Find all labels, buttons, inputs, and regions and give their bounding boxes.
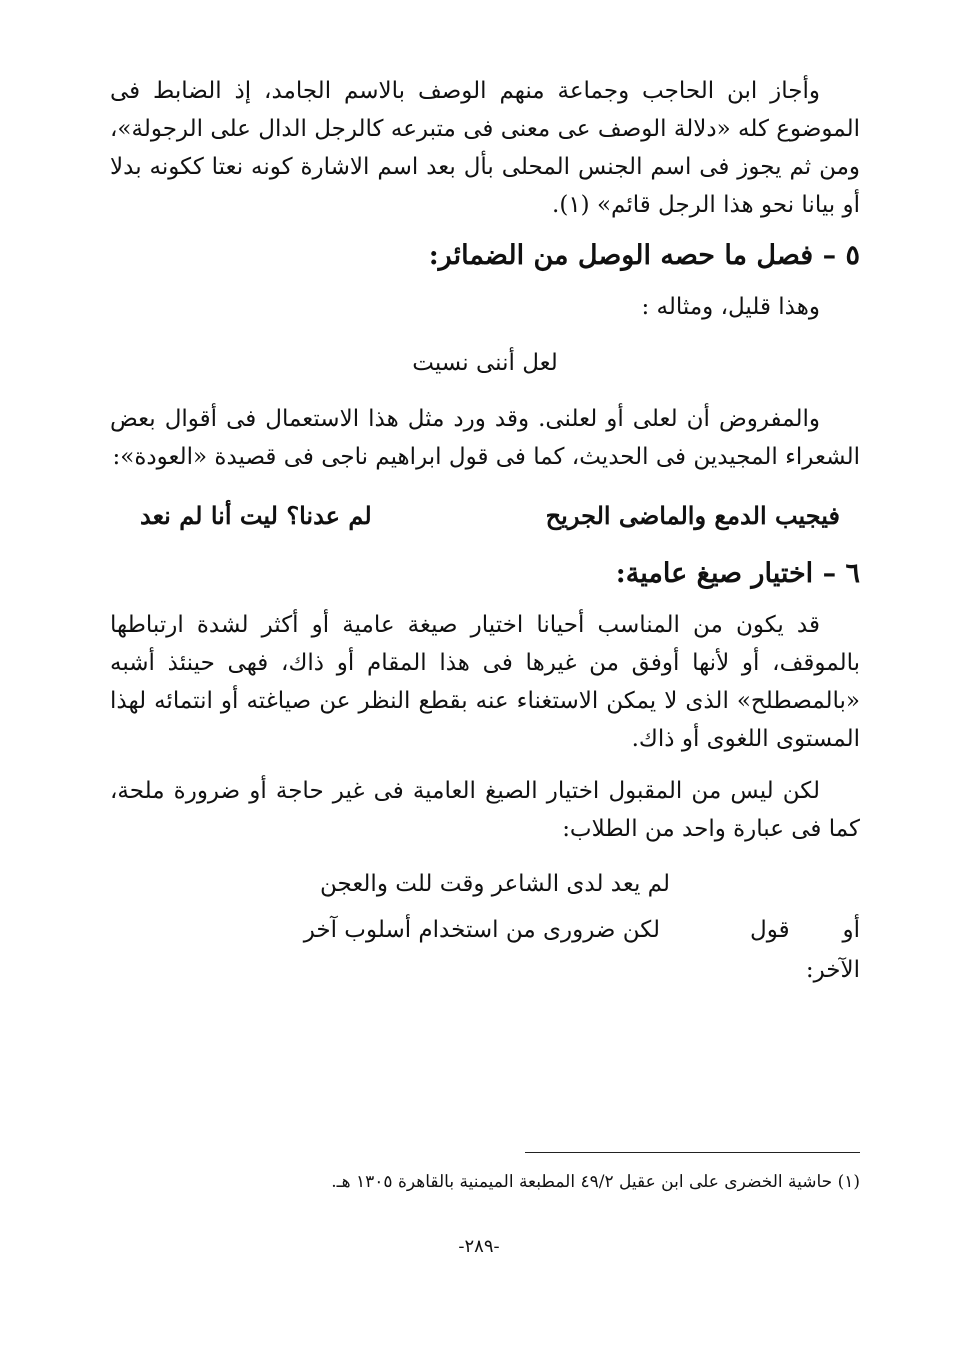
quote-2-intro: أو قول الآخر: (750, 917, 860, 983)
section-5-heading: ٥ – فصل ما حصه الوصل من الضمائر: (428, 240, 860, 271)
student-quote-2: لكن ضرورى من استخدام أسلوب آخر (303, 917, 660, 943)
section-5-intro: وهذا قليل، ومثاله : (641, 294, 820, 320)
section-5-paragraph: والمفروض أن لعلى أو لعلنى. وقد ورد مثل هذا الاستعمال فى أقوال بعض الشعراء المجيدين فى الحديث، كما فى قول ابراهيم ناجى فى قصيدة «العودة»: (110, 406, 860, 470)
footnote-divider (525, 1152, 860, 1153)
paragraph-1: وأجاز ابن الحاجب وجماعة منهم الوصف بالاسم الجامد، إذ الضابط فى الموضوع كله «دلالة الوصف عى معنى فى متبرعه كالرجل الدال على الرجولة»، ومن ثم يجوز فى اسم الجنس المحلى بأل بعد اسم الاشارة كونه نعتا ككونه بدلا أو بيانا نحو هذا الرجل قائم» (١). (110, 78, 860, 218)
verse-second-hemistich: لم عدنا؟ ليت أنا لم نعد (140, 501, 372, 530)
section-5-example: لعل أننى نسيت (412, 350, 558, 376)
section-6-paragraph-1: قد يكون من المناسب أحيانا اختيار صيغة عامية أو أكثر لشدة ارتباطها بالموقف، أو لأنها أوفق من غيرها فى هذا المقام أو ذاك، فهى حينئذ أشبه «بالمصطلح» الذى لا يمكن الاستغناء عنه بقطع النظر عن صياغته أو انتمائه لهذا المستوى اللغوى أو ذاك. (110, 612, 860, 752)
page-number: -٢٨٩- (458, 1236, 500, 1257)
footnote: (١) حاشية الخضرى على ابن عقيل ٤٩/٢ المطبعة الميمنية بالقاهرة ١٣٠٥ هـ. (331, 1172, 860, 1192)
section-6-heading: ٦ – اختيار صيغ عامية: (615, 558, 860, 589)
page-body (110, 72, 860, 1302)
student-quote-1: لم يعد لدى الشاعر وقت للت والعجن (319, 871, 670, 897)
verse-first-hemistich: فيجيب الدمع والماضى الجريح (545, 501, 840, 530)
paragraph-spacer (110, 758, 860, 772)
poem-verse (140, 496, 840, 536)
student-quote-2-line (110, 910, 860, 990)
section-6-paragraph-2: لكن ليس من المقبول اختيار الصيغ العامية فى غير حاجة أو ضرورة ملحة، كما فى عبارة واحد من الطلاب: (110, 778, 860, 842)
